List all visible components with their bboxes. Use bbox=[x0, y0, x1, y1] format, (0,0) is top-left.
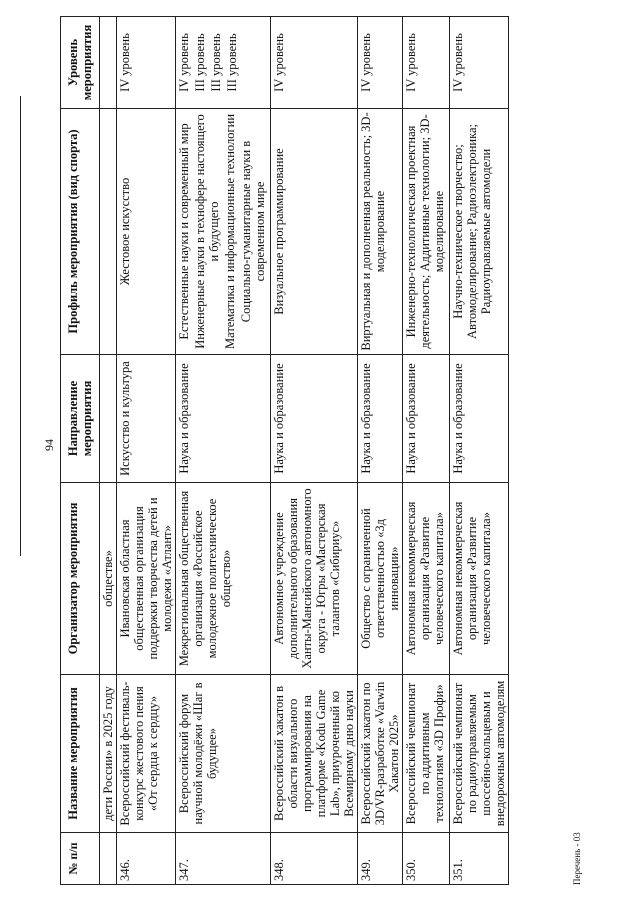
profile-item: Инженерно-технологическая проектная деятельность; Аддитивные технологии; 3D-моделирование bbox=[404, 114, 446, 349]
cell-organizer: Межрегиональная общественная организация «Российское молодежное политехническое общество» bbox=[176, 483, 271, 675]
cell-name: Всероссийский фестиваль-конкурс жестового пения «От сердца к сердцу» bbox=[117, 675, 176, 833]
cell-num bbox=[100, 833, 117, 885]
header-row bbox=[61, 17, 100, 885]
cell-num: 349. bbox=[358, 833, 403, 885]
margin-line bbox=[20, 96, 21, 556]
cell-name: дети России» в 2025 году bbox=[100, 675, 117, 833]
cell-direction: Наука и образование bbox=[271, 355, 358, 483]
cell-profile bbox=[117, 109, 176, 355]
cell-profile bbox=[403, 109, 450, 355]
cell-direction bbox=[100, 355, 117, 483]
cell-num: 351. bbox=[450, 833, 509, 885]
table-row bbox=[117, 17, 176, 885]
cell-organizer: Общество с ограниченной ответственностью «3д инновации» bbox=[358, 483, 403, 675]
table-row bbox=[271, 17, 358, 885]
level-item: IV уровень bbox=[451, 33, 465, 92]
table-row bbox=[358, 17, 403, 885]
cell-num: 348. bbox=[271, 833, 358, 885]
cell-name: Всероссийский хакатон по 3D/VR-разработке «Varwin Хакатон 2025» bbox=[358, 675, 403, 833]
cell-num: 346. bbox=[117, 833, 176, 885]
cell-direction: Наука и образование bbox=[403, 355, 450, 483]
cell-level bbox=[403, 17, 450, 109]
rotated-content bbox=[42, 17, 590, 885]
header-direction: Направление мероприятия bbox=[61, 355, 100, 483]
cell-profile bbox=[100, 109, 117, 355]
profile-item: Научно-техническое творчество; Автомоделирование; Радиоэлектроника; Радиоуправляемые автомодели bbox=[451, 123, 493, 340]
cell-level bbox=[271, 17, 358, 109]
header-profile: Профиль мероприятия (вид спорта) bbox=[61, 109, 100, 355]
cell-level bbox=[358, 17, 403, 109]
cell-name: Всероссийский хакатон в области визуального программирования на платформе «Kodu Game Lab», приуроченный ко Всемирному дню науки bbox=[271, 675, 358, 833]
cell-organizer: обществе» bbox=[100, 483, 117, 675]
header-organizer: Организатор мероприятия bbox=[61, 483, 100, 675]
cell-num: 350. bbox=[403, 833, 450, 885]
level-item: IV уровень bbox=[359, 33, 373, 92]
cell-profile bbox=[450, 109, 509, 355]
level-item: III уровень bbox=[225, 33, 239, 92]
cell-direction: Наука и образование bbox=[358, 355, 403, 483]
cell-name: Всероссийский форум научной молодёжи «Шаг в будущее» bbox=[176, 675, 271, 833]
level-item: IV уровень bbox=[404, 33, 418, 92]
header-num: № п/п bbox=[61, 833, 100, 885]
profile-item: Жестовое искусство bbox=[118, 177, 132, 286]
profile-item: Инженерные науки в технофере настоящего и будущего bbox=[193, 114, 221, 349]
profile-item: Визуальное программирование bbox=[272, 148, 286, 315]
level-item: III уровень bbox=[193, 33, 207, 92]
level-item: IV уровень bbox=[177, 33, 191, 92]
header-level: Уровень мероприятия bbox=[61, 17, 100, 109]
profile-item: Математика и информационные технологии bbox=[223, 113, 237, 350]
table-row bbox=[403, 17, 450, 885]
table-row bbox=[450, 17, 509, 885]
continuation-row bbox=[100, 17, 117, 885]
cell-organizer: Ивановская областная общественная организация поддержки творчества детей и молодежи «Атлант» bbox=[117, 483, 176, 675]
cell-profile bbox=[271, 109, 358, 355]
cell-organizer: Автономная некоммерческая организация «Развитие человеческого капитала» bbox=[450, 483, 509, 675]
profile-item: Виртуальная и дополненная реальность; 3D-моделирование bbox=[359, 112, 387, 351]
cell-organizer: Автономная некоммерческая организация «Развитие человеческого капитала» bbox=[403, 483, 450, 675]
profile-item: Социально-гуманитарные науки в современном мире bbox=[239, 140, 267, 323]
cell-level bbox=[117, 17, 176, 109]
cell-level bbox=[176, 17, 271, 109]
level-item: III уровень bbox=[209, 33, 223, 92]
header-name: Название мероприятия bbox=[61, 675, 100, 833]
cell-level bbox=[450, 17, 509, 109]
cell-direction: Наука и образование bbox=[176, 355, 271, 483]
page-number: 94 bbox=[42, 439, 56, 451]
cell-level bbox=[100, 17, 117, 109]
cell-name: Всероссийский чемпионат по радиоуправляемым шоссейно-кольцевым и внедорожным автомоделям bbox=[450, 675, 509, 833]
cell-profile bbox=[358, 109, 403, 355]
profile-item: Естественные науки и современный мир bbox=[177, 123, 191, 340]
level-item: IV уровень bbox=[272, 33, 286, 92]
cell-direction: Искусство и культура bbox=[117, 355, 176, 483]
cell-name: Всероссийский чемпионат по аддитивным технологиям «3D Профи» bbox=[403, 675, 450, 833]
cell-profile bbox=[176, 109, 271, 355]
cell-direction: Наука и образование bbox=[450, 355, 509, 483]
events-table bbox=[60, 16, 509, 885]
cell-organizer: Автономное учреждение дополнительного образования Ханты-Мансийского автономного округа - Югры «Мастерская талантов «Сибириус» bbox=[271, 483, 358, 675]
level-item: IV уровень bbox=[118, 33, 132, 92]
footer-note: Перечень - 03 bbox=[572, 832, 582, 885]
cell-num: 347. bbox=[176, 833, 271, 885]
table-row bbox=[176, 17, 271, 885]
